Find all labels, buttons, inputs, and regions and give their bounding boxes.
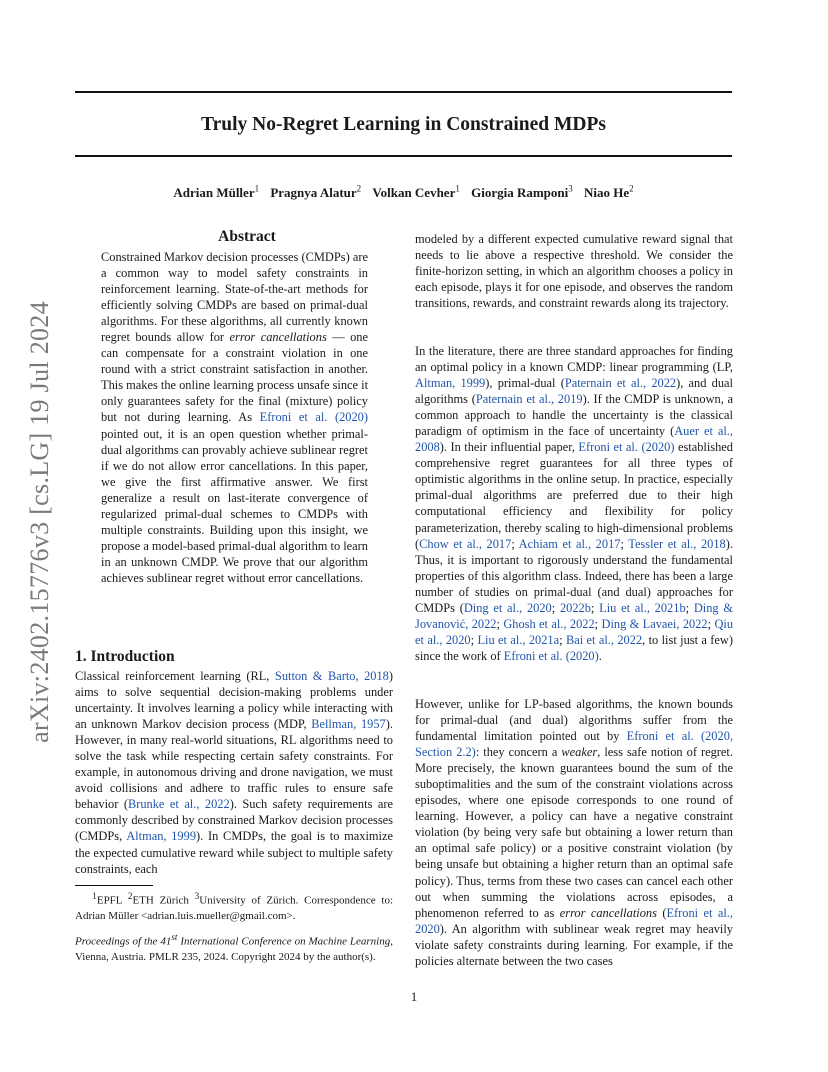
arxiv-identifier: arXiv:2402.15776v3 [cs.LG] 19 Jul 2024 [25, 301, 54, 743]
citation-link[interactable]: Bai et al., 2022 [565, 632, 643, 647]
page-number: 1 [410, 989, 418, 1004]
citation-link[interactable]: Liu et al., 2021b [599, 600, 686, 615]
affiliation-footnote: $^1$EPFL $^2$ETH Zürich $^3$University of Zürich. Correspondence to: Adrian Müller <adrian.luis.mueller@gmail.com>. [75, 891, 394, 922]
citation-link[interactable]: Efroni et al. (2020, Section 2.2) [415, 729, 733, 760]
right-paragraph-2: In the literature, there are three standard approaches for finding an optimal policy in a known CMDP: linear programming (LP, Altman, 1999), primal-dual (Paternain et al., 2022), and dual algorithms (Paternain et al., 2019). If the CMDP is unknown, a common approach to handle the uncertainty is the classical paradigm of optimism in the face of uncertainty (Auer et al., 2008). In their influential paper, Efroni et al. (2020) established comprehensive regret guarantees for all three types of optimistic algorithms in the online setup. In practice, especially primal-dual algorithms are preferred due to their high computational efficiency and flexibility for policy parameterization, thereby scaling to high-dimensional problems (Chow et al., 2017; Achiam et al., 2017; Tessler et al., 2018). Thus, it is important to rigorously understand the fundamental properties of this algorithm class. Indeed, there has been a large number of studies on primal-dual (and dual) approaches for CMDPs (Ding et al., 2020; 2022b; Liu et al., 2021b; Ding & Jovanović, 2022; Ghosh et al., 2022; Ding & Lavaei, 2022; Qiu et al., 2020; Liu et al., 2021a; Bai et al., 2022, to list just a few) since the work of Efroni et al. (2020). [415, 344, 734, 663]
intro-paragraph: Classical reinforcement learning (RL, Sutton & Barto, 2018) aims to solve sequential decision-making problems under uncertainty. It involves learning a policy while interacting with an unknown Markov decision process (MDP, Bellman, 1957). However, in many real-world situations, RL algorithms need to solve the task while respecting certain safety constraints. For example, in autonomous driving and drone navigation, we must avoid collisions and adhere to traffic rules to ensure safe behavior (Brunke et al., 2022). Such safety requirements are commonly described by constrained Markov decision processes (CMDPs, Altman, 1999). In CMDPs, the goal is to maximize the expected cumulative reward while subject to multiple safety constraints, each [75, 669, 394, 876]
paper-title: Truly No-Regret Learning in Constrained MDPs [201, 114, 606, 135]
right-paragraph-3: However, unlike for LP-based algorithms, the known bounds for primal-dual (and dual) algorithms suffer from the fundamental limitation pointed out by Efroni et al. (2020, Section 2.2): they concern a weaker, less safe notion of regret. More precisely, the known guarantees bound the sum of the suboptimalities and the sum of the constraint violations across episodes, where one episode corresponds to one round of learning. However, a policy can have a negative constraint violation (by being very safe but obtaining a lower return than an optimal safe policy) or a positive constraint violation (by being unsafe but obtaining a higher return than an optimal safe policy). Thus, terms from these two cases can cancel each other out when summing the violations across episodes, a phenomenon referred to as error cancellations (Efroni et al., 2020). An algorithm with sublinear weak regret may heavily violate safety constraints during learning. For example, if the policies alternate between the two cases [415, 697, 733, 968]
citation-link[interactable]: Tessler et al., 2018 [628, 536, 726, 551]
author: Giorgia Ramponi$^3$ [471, 184, 573, 201]
citation-link[interactable]: 2022b [559, 600, 591, 615]
title-top-rule [75, 91, 732, 93]
citation-link[interactable]: Liu et al., 2021a [477, 632, 560, 647]
author: Niao He$^2$ [584, 184, 634, 201]
proceedings-note: Proceedings of the 41st International Conference on Machine Learning, Vienna, Austria. PMLR 235, 2024. Copyright 2024 by the author(s). [75, 932, 393, 964]
citation-link[interactable]: Bellman, 1957 [311, 717, 386, 732]
citation-link[interactable]: Brunke et al., 2022 [127, 797, 230, 812]
citation-link[interactable]: Auer et al., 2008 [415, 424, 733, 455]
citation-link[interactable]: Ghosh et al., 2022 [503, 616, 595, 631]
citation-link[interactable]: Achiam et al., 2017 [518, 536, 621, 551]
citation-link[interactable]: Qiu et al., 2020 [415, 616, 734, 647]
abstract-text: Constrained Markov decision processes (CMDPs) are a common way to model safety constraints in reinforcement learning. State-of-the-art methods for efficiently solving CMDPs are based on primal-dual algorithms. For these algorithms, all currently known regret bounds allow for error cancellations — one can compensate for a constraint violation in one round with a strict constraint satisfaction in another. This makes the online learning process unsafe since it only guarantees safety for the final (mixture) policy but not during learning. As Efroni et al. (2020) pointed out, it is an open question whether primal-dual algorithms can provably achieve sublinear regret if we do not allow error cancellations. In this paper, we give the first affirmative answer. We first generalize a result on last-iterate convergence of regularized primal-dual schemes to CMDPs with multiple constraints. Building upon this insight, we propose a model-based primal-dual algorithm to learn in an unknown CMDP. We prove that our algorithm achieves sublinear regret without error cancellations. [101, 250, 369, 585]
citation-link[interactable]: Efroni et al. (2020) [578, 440, 675, 455]
citation-link[interactable]: Ding & Lavaei, 2022 [601, 616, 708, 631]
citation-link[interactable]: Chow et al., 2017 [419, 536, 512, 551]
citation-link[interactable]: Efroni et al. (2020) [503, 648, 599, 663]
citation-link[interactable]: Paternain et al., 2022 [564, 376, 677, 391]
citation-link[interactable]: Efroni et al. (2020) [259, 410, 368, 425]
citation-link[interactable]: Paternain et al., 2019 [475, 392, 583, 407]
author: Adrian Müller$^1$ [173, 184, 260, 201]
citation-link[interactable]: Altman, 1999 [415, 376, 486, 391]
citation-link[interactable]: Sutton & Barto, 2018 [274, 669, 389, 683]
author: Pragnya Alatur$^2$ [270, 184, 362, 201]
citation-link[interactable]: Efroni et al., 2020 [415, 905, 733, 936]
abstract-heading: Abstract [218, 228, 276, 245]
section-heading: 1. Introduction [75, 648, 175, 665]
title-bottom-rule [75, 155, 732, 157]
citation-link[interactable]: Ding et al., 2020 [463, 600, 552, 615]
footnote-rule [75, 885, 153, 886]
author-list [75, 184, 732, 201]
author: Volkan Cevher$^1$ [372, 184, 460, 201]
right-paragraph-1: modeled by a different expected cumulative reward signal that needs to lie above a respective threshold. We consider the finite-horizon setting, in which an algorithm chooses a policy in each episode, plays it for one episode, and observes the random transitions, rewards, and constraint rewards along its trajectory. [415, 232, 733, 311]
citation-link[interactable]: Altman, 1999 [126, 829, 197, 844]
citation-link[interactable]: Ding & Jovanović, 2022 [415, 600, 734, 631]
